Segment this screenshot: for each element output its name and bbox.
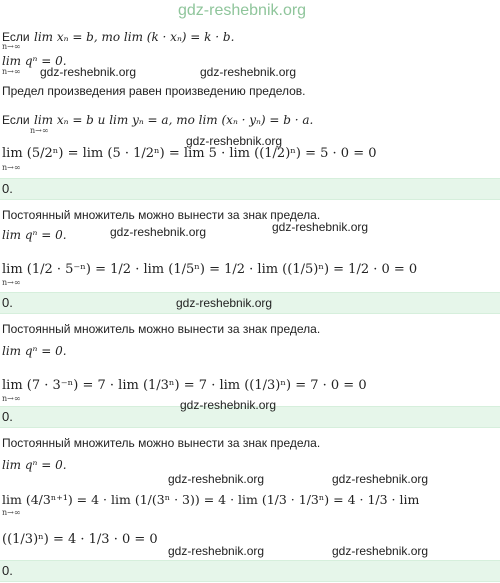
rule2-lim-sub: n→∞ (2, 67, 21, 76)
rule1-math: lim xₙ = b, то lim (k · xₙ) = k · b. (34, 30, 235, 44)
problem4-answer-row (0, 560, 500, 582)
watermark: gdz-reshebnik.org (332, 472, 429, 486)
problem1-answer: 0. (2, 181, 13, 196)
problem2-q-rule: lim qⁿ = 0. (2, 228, 67, 242)
rule4-math: lim xₙ = b и lim yₙ = a, то lim (xₙ · yₙ) = b · a. (34, 113, 314, 127)
problem4-answer: 0. (2, 563, 13, 578)
problem3-answer: 0. (2, 409, 13, 424)
problem4-rule: Постоянный множитель можно вынести за знак предела. (2, 436, 321, 450)
watermark: gdz-reshebnik.org (168, 472, 265, 486)
problem3-rule: Постоянный множитель можно вынести за знак предела. (2, 322, 321, 336)
rule1-prefix: Если (2, 30, 30, 44)
problem3-expression: lim (7 · 3⁻ⁿ) = 7 · lim (1/3ⁿ) = 7 · lim ((1/3)ⁿ) = 7 · 0 = 0 (2, 378, 367, 393)
problem4-lim-sub: n→∞ (2, 508, 21, 517)
problem2-lim-sub: n→∞ (2, 278, 21, 287)
problem2-rule: Постоянный множитель можно вынести за знак предела. (2, 208, 321, 222)
rule3-text: Предел произведения равен произведению пределов. (2, 84, 306, 98)
problem4-expression: lim (4/3ⁿ⁺¹) = 4 · lim (1/(3ⁿ · 3)) = 4 · lim (1/3 · 1/3ⁿ) = 4 · 1/3 · lim (2, 492, 420, 507)
watermark: gdz-reshebnik.org (180, 398, 277, 412)
watermark: gdz-reshebnik.org (186, 134, 283, 148)
watermark: gdz-reshebnik.org (110, 225, 207, 239)
watermark: gdz-reshebnik.org (176, 296, 273, 310)
problem1-lim-sub: n→∞ (2, 163, 21, 172)
problem3-lim-sub: n→∞ (2, 394, 21, 403)
problem1-expression: lim (5/2ⁿ) = lim (5 · 1/2ⁿ) = lim 5 · lim ((1/2)ⁿ) = 5 · 0 = 0 (2, 146, 377, 161)
problem4-q-rule: lim qⁿ = 0. (2, 458, 67, 472)
problem1-answer-row (0, 178, 500, 200)
problem2-expression: lim (1/2 · 5⁻ⁿ) = 1/2 · lim (1/5ⁿ) = 1/2 · lim ((1/5)ⁿ) = 1/2 · 0 = 0 (2, 262, 418, 277)
watermark: gdz-reshebnik.org (168, 544, 265, 558)
rule4-lim-sub: n→∞ (30, 126, 49, 135)
watermark-top: gdz-reshebnik.org (178, 2, 307, 19)
watermark: gdz-reshebnik.org (40, 65, 137, 79)
rule2-math: lim qⁿ = 0. (2, 54, 67, 68)
problem3-q-rule: lim qⁿ = 0. (2, 344, 67, 358)
watermark: gdz-reshebnik.org (332, 544, 429, 558)
rule4-prefix: Если (2, 113, 30, 127)
watermark: gdz-reshebnik.org (200, 65, 297, 79)
problem4-expression-cont: ((1/3)ⁿ) = 4 · 1/3 · 0 = 0 (2, 532, 158, 547)
watermark: gdz-reshebnik.org (272, 220, 369, 234)
rule1-lim-sub: n→∞ (2, 42, 21, 51)
problem2-answer: 0. (2, 295, 13, 310)
